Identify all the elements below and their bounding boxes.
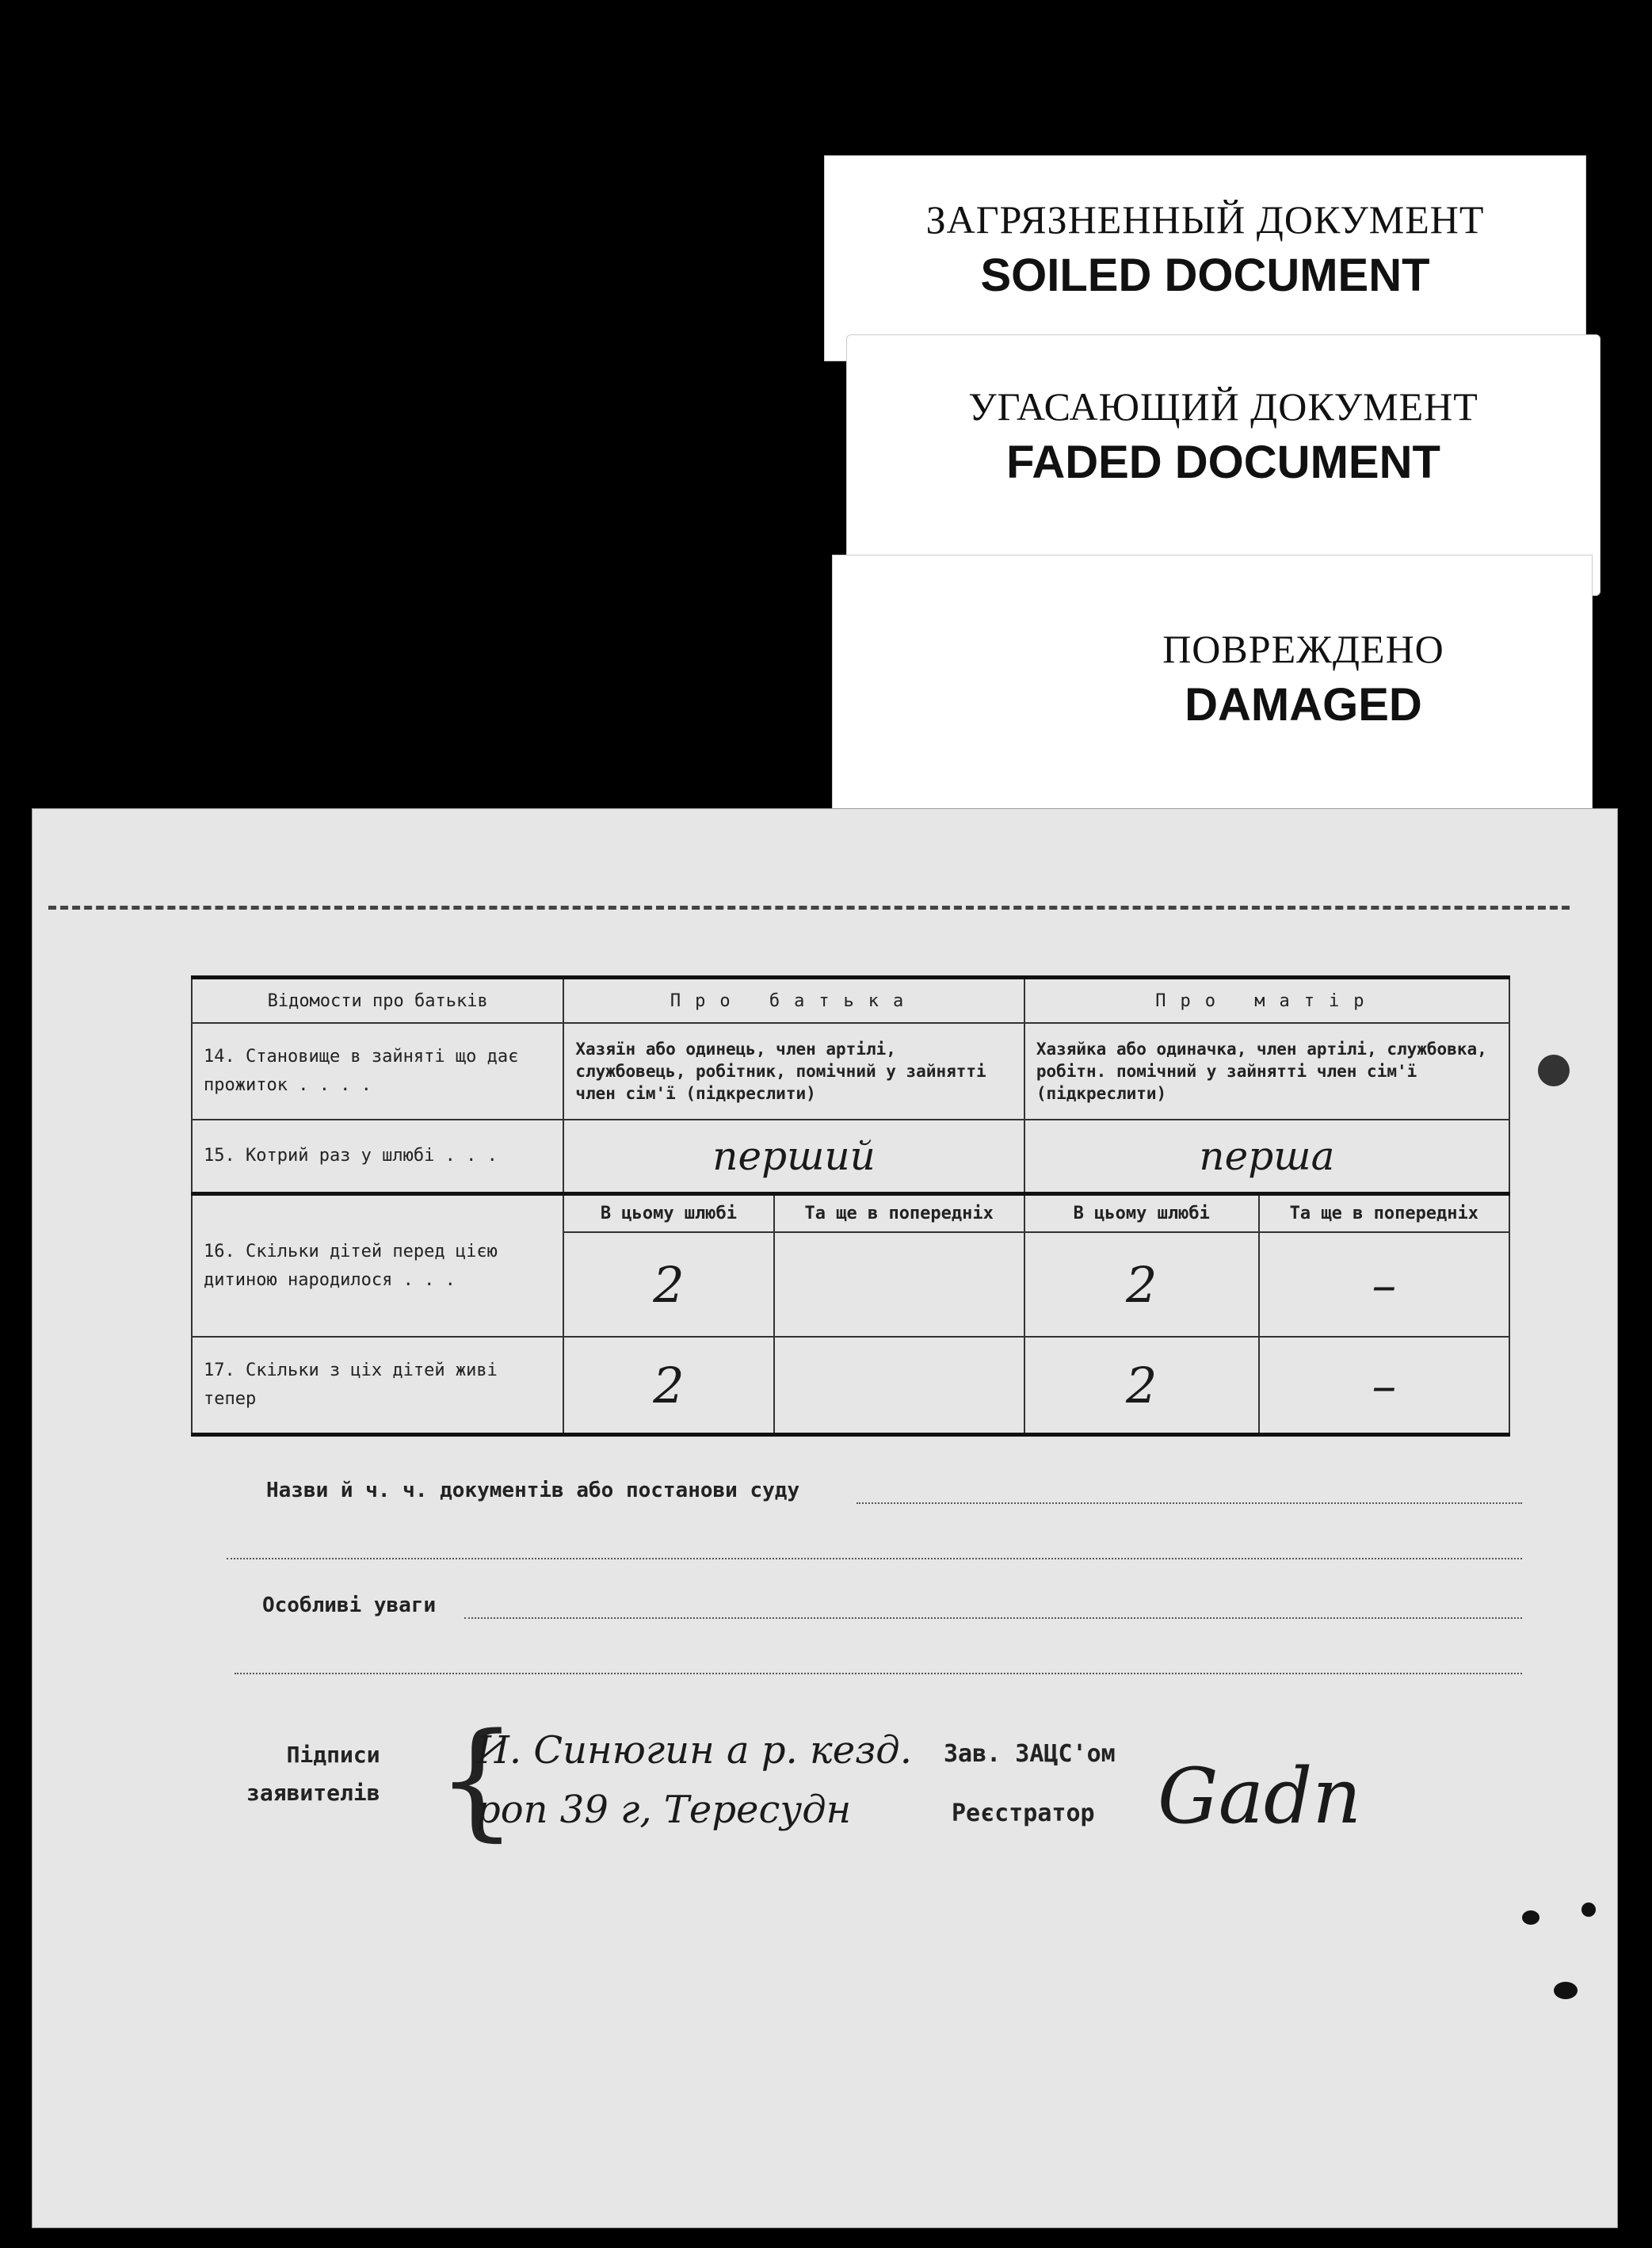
question-14: 14. Становище в зайняті що дає прожиток . . . . <box>192 1023 563 1120</box>
remarks-fill-line-2 <box>235 1673 1522 1674</box>
head-of-registry-label: Зав. ЗАЦС'ом <box>944 1740 1116 1768</box>
documents-label: Назви й ч. ч. документів або постанови суду <box>266 1479 800 1502</box>
signatures-label-line1: Підписи <box>286 1742 380 1768</box>
remarks-label: Особливі уваги <box>262 1593 437 1617</box>
remarks-fill-line <box>464 1617 1522 1619</box>
children-born-father-current: 2 <box>563 1232 773 1337</box>
mother-previous-header: Та ще в попередніх <box>1259 1194 1509 1233</box>
damage-spot <box>1522 1910 1539 1925</box>
children-alive-mother-current: 2 <box>1024 1337 1259 1435</box>
applicant-signature-2: роп 39 г, Тересудн <box>476 1788 852 1832</box>
question-16-text: 16. Скільки дітей перед цією дитиною народилося . . . <box>204 1241 498 1290</box>
damaged-document-card <box>832 555 1593 812</box>
mother-current-header: В цьому шлюбі <box>1024 1194 1259 1233</box>
soiled-document-card <box>824 155 1586 361</box>
registrar-signature: Gadn <box>1158 1752 1362 1841</box>
question-16 <box>192 1194 563 1338</box>
faded-label-en: FADED DOCUMENT <box>1006 437 1440 488</box>
signature-brace: { <box>437 1705 517 1853</box>
mother-occupation-options: Хазяйка або одиначка, член артілі, службовка, робітн. помічний у зайнятті член сім'ї (підкреслити) <box>1024 1023 1509 1120</box>
father-previous-header: Та ще в попередніх <box>774 1194 1024 1233</box>
registrar-label: Реєстратор <box>952 1800 1095 1827</box>
children-born-father-previous <box>774 1232 1024 1337</box>
children-born-mother-previous: – <box>1259 1232 1509 1337</box>
question-17: 17. Скільки з ціх дітей живі тепер <box>192 1337 563 1435</box>
damaged-label-en: DAMAGED <box>1185 679 1422 731</box>
children-born-mother-current: 2 <box>1024 1232 1259 1337</box>
mother-marriage-count: перша <box>1024 1120 1509 1194</box>
signatures-label-line2: заявителів <box>246 1780 380 1806</box>
documents-fill-line <box>857 1502 1522 1504</box>
signatures-label <box>246 1736 380 1812</box>
header-mother: Про матір <box>1024 978 1509 1024</box>
father-current-header: В цьому шлюбі <box>563 1194 773 1233</box>
damage-spot <box>1538 1055 1570 1086</box>
signatures-block <box>246 1705 1514 1853</box>
children-alive-mother-previous: – <box>1259 1337 1509 1435</box>
damaged-label-ru: ПОВРЕЖДЕНО <box>1162 627 1444 671</box>
registration-form-sheet <box>32 808 1618 2228</box>
documents-fill-line-2 <box>227 1558 1522 1559</box>
father-occupation-options: Хазяїн або одинець, член артілі, службовець, робітник, помічний у зайнятті член сім'ї (підкреслити) <box>563 1023 1024 1120</box>
damage-spot <box>1581 1903 1596 1917</box>
damage-spot <box>1554 1982 1578 1999</box>
children-alive-father-current: 2 <box>563 1337 773 1435</box>
header-father: Про батька <box>563 978 1024 1024</box>
soiled-label-en: SOILED DOCUMENT <box>980 250 1430 301</box>
faded-label-ru: УГАСАЮЩИЙ ДОКУМЕНТ <box>968 384 1478 429</box>
soiled-label-ru: ЗАГРЯЗНЕННЫЙ ДОКУМЕНТ <box>925 197 1485 242</box>
applicant-signature-1: И. Синюгин а р. кезд. <box>476 1728 912 1773</box>
children-alive-father-previous <box>774 1337 1024 1435</box>
parents-info-table <box>191 975 1510 1437</box>
perforation-line <box>48 906 1570 910</box>
father-marriage-count: перший <box>563 1120 1024 1194</box>
question-15: 15. Котрий раз у шлюбі . . . <box>192 1120 563 1194</box>
header-parents-info: Відомости про батьків <box>192 978 563 1024</box>
